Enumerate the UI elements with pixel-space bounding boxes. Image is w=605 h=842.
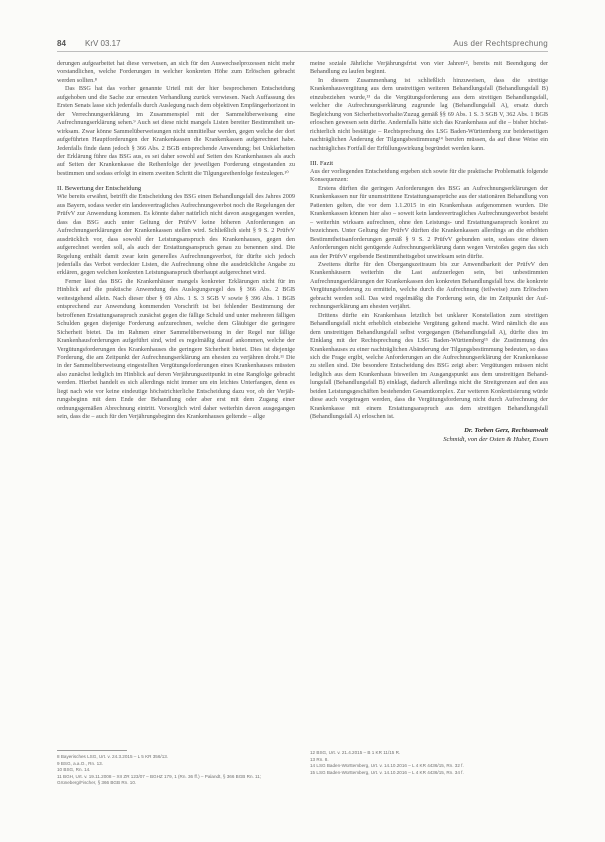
- body-paragraph: Drittens dürfte ein Krankenhaus letztlich bei unklarer Konstellation zum streitigen Behandlungsfall nicht erheblich einbeziehe Vergütung geltend macht. Wird nämlich die aus dem unstreitigen Behandlungsfall selbst vorgegangen (Behandlungsfall A), dürfte dies im Einklang mit der Rechtsprechung des LSG Baden-Württemberg¹⁵ die Zustimmung des Krankenhauses zu einer nachträglichen Abänderung der Tilgungsbestimmung bedeuten, so dass sich die Frage ergibt, welche Anforderungen an die Aufrechnungserklärung der Krankenkasse zu stellen sind. Die besondere Entscheidung des BSG zeigt aber: Vergütungen müssen nicht lediglich aus dem Krankenhaus bisweilen im Ausgangspunkt aus dem unstreitigen Behandlungsfall (Behandlungsfall B) einklagt, dadurch allerdings nicht die Streitgrenzen auf den aus beiden Leistungsgeschäften bestehenden Gesamtkomplex. Zur weiteren Konkretisierung würde diese auch vorgetragen werden, dass die Vergütungsforderung nicht durch Aufrechnung der Krankenkasse mit einem Erstattungsanspruch aus dem streitigen Behandlungsfall (Behandlungsfall A) erloschen ist.: [310, 311, 548, 421]
- footnote: 14 LSG Baden-Württemberg, Urt. v. 14.10.2016 – L 4 KR 4436/15, Rn. 32 f.: [310, 763, 464, 769]
- body-paragraph: Das BSG hat das vorher genannte Urteil mit der hier besprochenen Entscheidung aufgehoben und die Sache zur erneuten Verhandlung zurück verwiesen. Nach Auffassung des Ersten Senats lasse sich jedenfalls durch Auslegung nach dem objektiven Empfängerhorizont in der Verrechnungserklärung im Zusammenspiel mit der Sammelüberweisung eine Aufrechnungserklärung sehen.⁹ Auch sei diese nicht mangels Listen bereiter Bestimmtheit unwirksam. Zwar könne Sammelüberweisungen nicht unmittelbar werden, gegen welche der dort aufgeführten Hauptforderungen der Krankenkassen die Krankenkassen aufgerechnet habe. Jedenfalls finde dann jedoch § 366 Abs. 2 BGB entsprechende Anwendung; bei Unklarheiten der Erklärung führe das BSG aus, es sei daher sowohl auf Seiten des Krankenhauses als auch auf Seiten der Krankenkasse die Reihenfolge der jeweiligen Forderung eingestanden zu bestimmen und sodass erfolgt in einem zweiten Schritt die Tilgungsreihenfolge festzulegen.¹⁰: [57, 85, 295, 177]
- footnote: 11 BGH, Urt. v. 19.11.2008 – XII ZR 123/07 – BGHZ 179, 1 (Rn. 36 ff.) – Palandt, § 366 BGB Rn. 11; Grüneberg/Fischer, § 366 BGB Rn. 10.: [57, 773, 262, 786]
- footnote: 13 Rn. 8.: [310, 756, 329, 762]
- body-paragraph: Ferner lässt das BSG die Krankenhäuser mangels konkreter Erklärungen nicht für im Hinblick auf die praktische Anwendung des Auslegungsregel des § 366 Abs. 2 BGB weitestgehend allein. Nach dieser über § 69 Abs. 1 S. 3 SGB V sowie § 396 Abs. 1 BGB entsprechend zur Anwendung kommenden Vorschrift ist bei fehlender Bestimmung der betroffenen Erstattungsanspruch zunächst gegen die fällige Schuld und unter mehreren fälligen Schulden gegen diejenige Forderung aufzurechnen, welche dem Gläubiger die geringere Sicherheit bietet. Da im Rahmen einer Sammelüberweisung in der Regel nur fällige Krankenhausforderungen aufgeführt sind, wird es regelmäßig darauf ankommen, welche der Vergütungsforderungen des Krankenhauses die geringere Sicherheit bietet. Dies ist diejenige Forderung, die am Zeitpunkt der Aufrechnungserklärung am ehesten zu verjähren droht.¹¹ Die in der Sammelüberweisung eingestellten Vergütungsforderungen eines Krankenhauses müssten also zunächst lediglich im Hinblick auf deren Verjährungszeitpunkt in eine Rangfolge gebracht werden. Hierbei handelt es sich allerdings nicht immer um ein leichtes Unterfangen, denn es liegt nach wie vor keine eindeutige höchstrichterliche Entscheidung dazu vor, ob der Verjährungsbeginn mit dem Ende der Behandlung oder aber erst mit dem Zugang einer ordnungsgemäßen Abrechnung eintritt. Vorsorglich wird daher weiterhin davon ausgegangen sein, dass die – auch für den Verjährungsbeginn des Krankenhauses geltende – allge: [57, 277, 295, 421]
- footnote: 10 BSG, Rn. 14.: [57, 767, 91, 773]
- paragraph-gap: [57, 178, 295, 183]
- page-number: 84: [57, 39, 66, 48]
- running-head: Aus der Rechtsprechung: [453, 39, 548, 48]
- body-paragraph: Aus der vorliegenden Entscheidung ergeben sich sowie für die praktische Problematik folgende Konsequenzen:: [310, 167, 548, 184]
- right-column: [310, 60, 548, 742]
- footnote-list-right: [310, 750, 548, 776]
- footnote-rule: [57, 750, 127, 751]
- author-signature: [310, 426, 548, 444]
- section-heading: II. Bewertung der Entscheidung: [57, 185, 142, 193]
- author-name: Dr. Torben Gerz, Rechtsanwalt: [464, 426, 548, 434]
- body-paragraph: In diesem Zusammenhang ist schließlich hinzuweisen, dass die streitige Krankenhausvergütung aus dem unstreitigen weiteren Behandlungsfall (Behandlungsfall B) einzubeziehen wurde,¹³ da die Vergütungsforderung aus dem streitigen Behandlungsfall, welcher die Aufrechnungserklärung zugrunde lag (Behandlungsfall A), ersatz durch Begleichung von Sicherheitsvorhalte/Zuzug gemäß §§ 69 Abs. 1 S. 3 SGB V, 362 Abs. 1 BGB erloschen gewesen sein dürfte. Andernfalls hätte sich das Krankenhaus auf die – bisher höchstrichterlich nicht bestätigte – Rechtsprechung des LSG Baden-Württemberg zur beiderseitigen nachträglichen Änderung der Tilgungsbestimmung¹⁴ berufen müssen, da auf diese Weise ein nachträgliches Fortfall der Erfüllungswirkung begründet werden kann.: [310, 76, 548, 152]
- footnote: 12 BSG, Urt. v. 21.4.2015 – B 1 KR 11/15 R.: [310, 750, 401, 755]
- journal-label: KrV 03.17: [85, 39, 121, 48]
- body-paragraph: Erstens dürften die geringen Anforderungen des BSG an Aufrechnungserklärungen der Krankenkassen nur für unumstrittene Erstattungsansprüche aus der stationären Behandlung von Patienten gelten, die vor dem 1.1.2015 in ein Krankenhaus aufgenommen wurden. Die Krankenkassen können hier also – soweit kein landesvertragliches Aufrechnungsverbot besteht – weiterhin wirksam aufrechnen, ohne den Leistungs- und Erstattungsanspruch konkret zu bezeichnen. Unter Geltung der PrüfvV dürften die Krankenkassen allerdings an die erhöhten Bestimmtheitsanforderungen gemäß § 9 S. 2 PrüfvV gebunden sein, sodass eine diesen Anforderungen nicht genügende Aufrechnungserklärung dann wegen Verstoßes gegen das sich aus der PrüfvV ergebende Bestimmtheitsgebot unwirksam sein dürfte.: [310, 184, 548, 260]
- footnote: 15 LSG Baden-Württemberg, Urt. v. 14.10.2016 – L 4 KR 4436/15, Rn. 34 f.: [310, 769, 464, 775]
- body-paragraph: derungen aufgearbeitet hat diese verweisen, an sich für den Auswechselprozessen nicht mehr vorstandlichen, welche Forderungen in welcher konkreten Höhe zum Erlöschen gebracht werden sollten.⁸: [57, 60, 295, 84]
- paragraph-gap: [310, 153, 548, 158]
- body-paragraph: Wie bereits erwähnt, betrifft die Entscheidung des BSG einen Behandlungsfall des Jahres 2009 aus Bayern, sodass weder ein landesvertragliches Aufrechnungsverbot noch die Regelungen der PrüfvV zur Anwendung kommen. Es könnte daher natürlich nicht davon ausgegangen werden, dass das BSG auch unter Geltung der PrüfvV keine höheren Anforderungen an Aufrechnungserklärungen der Krankenkassen stellen wird. Schließlich sieht § 9 S. 2 PrüfvV ausdrücklich vor, dass sowohl der Leistungsanspruch des Krankenhauses, gegen den aufgerechnet werden soll, als auch der Erstattungsanspruch genau zu benennen sind. Die Regelung enthält damit zwar kein generelles Aufrechnungsverbot, für dürfte sich jedoch jedenfalls das Verbot verdeckter Listen, die Aufrechnung ohne die ausdrückliche Angabe zu erklären, gegen welchen konkreten Leistungsanspruch überhaupt aufgerechnet wird.: [57, 193, 295, 277]
- body-paragraph: meine soziale Jährliche Verjährungsfrist von vier Jahren¹², bereits mit Beendigung der Behandlung zu laufen beginnt.: [310, 60, 548, 76]
- footnote: 9 BSG, a.a.O., Rn. 13.: [57, 760, 103, 766]
- footnotes-left: [57, 750, 295, 810]
- author-affiliation: Schmidt, von der Osten & Huber, Essen: [443, 435, 548, 443]
- footnotes-right: [310, 750, 548, 810]
- footnote-list-left: [57, 754, 295, 787]
- left-column: [57, 60, 295, 742]
- footnote: 8 Bayerisches LSG, Urt. v. 24.3.2015 – L 5 KR 356/13.: [57, 754, 169, 759]
- section-heading: III. Fazit: [310, 159, 334, 167]
- page-header: [57, 37, 548, 52]
- body-paragraph: Zweitens dürfte für den Übergangszeitraum bis zur Anwendbarkeit der PrüfvV den Krankenhäusern weiterhin die Last aufzuerlegen sein, bei unbestimmten Aufrechnungserklärungen der Krankenkassen den konkreten Behandlungsfall bzw. die konkrete Vergütungsforderung zu ermitteln, welche durch die Aufrechnung (teilweise) zum Erlöschen gebracht werden soll. Das wird regelmäßig die Forderung sein, die im Zeitpunkt der Aufrechnungserklärung am ehesten verjährt.: [310, 260, 548, 311]
- right-column-body: [310, 60, 548, 422]
